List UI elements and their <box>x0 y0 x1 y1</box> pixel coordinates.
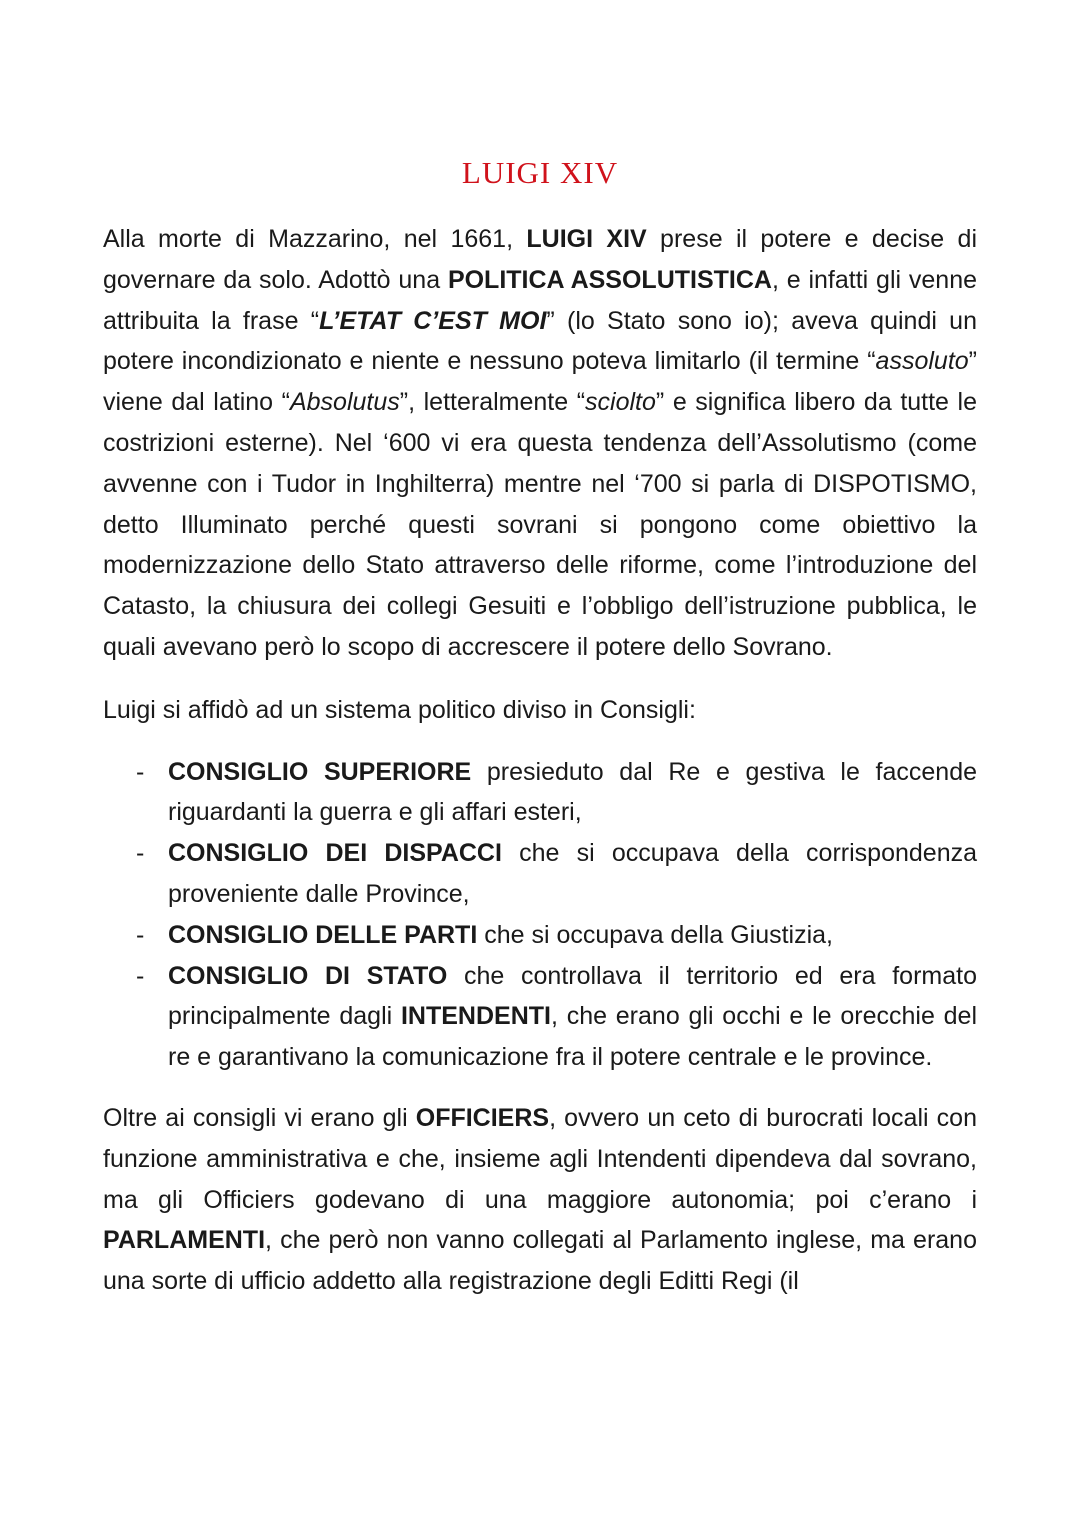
paragraph-officiers-parlamenti <box>103 1098 977 1302</box>
text-run: ”, letteralmente “ <box>399 388 586 417</box>
bold-term-politica-assolutistica: POLITICA ASSOLUTISTICA <box>447 265 772 294</box>
list-item-consiglio-superiore <box>103 752 977 834</box>
quote-letat-cest-moi: L’ETAT C’EST MOI <box>319 306 547 335</box>
bold-term-luigi-xiv: LUIGI XIV <box>526 225 647 253</box>
italic-term-sciolto: sciolto <box>585 388 656 417</box>
council-description: , che erano gli occhi e le orecchie del re e garantivano la comunicazione fra il potere centrale e le province. <box>168 1002 977 1072</box>
council-description: che si occupava della Giustizia, <box>477 920 834 949</box>
council-name: CONSIGLIO SUPERIORE <box>168 757 472 786</box>
text-run: ” (lo Stato sono io); aveva quindi un potere incondizionato e niente e nessuno poteva limitarlo (il termine “ <box>103 306 977 376</box>
document-body <box>103 219 977 1302</box>
text-run: prese il potere e decise di governare da solo. Adottò una <box>103 225 977 294</box>
text-run: Oltre ai consigli vi erano gli <box>103 1103 416 1132</box>
list-item-consiglio-di-stato <box>103 956 977 1078</box>
text-run: , che però non vanno collegati al Parlamento inglese, ma erano una sorte di ufficio addetto alla registrazione degli Editti Regi (il <box>103 1226 977 1296</box>
bold-term-officiers: OFFICIERS <box>415 1103 550 1132</box>
list-item-consiglio-dei-dispacci <box>103 833 977 915</box>
paragraph-councils-intro: Luigi si affidò ad un sistema politico diviso in Consigli: <box>103 695 696 724</box>
councils-list <box>103 752 977 1078</box>
italic-term-assoluto: assoluto <box>875 347 969 376</box>
text-run: , e infatti gli venne attribuita la frase “ <box>103 265 978 335</box>
paragraph-absolutism <box>103 219 977 668</box>
council-description: che controllava il territorio ed era formato principalmente dagli <box>168 961 977 1031</box>
list-dash: - <box>136 961 145 990</box>
text-run: , ovvero un ceto di burocrati locali con funzione amministrativa e che, insieme agli Intendenti dipendeva dal sovrano, ma gli Officiers godevano di una maggiore autonomia; poi c’erano i <box>103 1103 977 1214</box>
bold-term-parlamenti: PARLAMENTI <box>103 1226 266 1255</box>
council-name: CONSIGLIO DEI DISPACCI <box>168 839 502 868</box>
list-dash: - <box>136 839 145 868</box>
council-description: presieduto dal Re e gestiva le faccende riguardanti la guerra e gli affari esteri, <box>168 757 978 827</box>
list-dash: - <box>136 757 145 786</box>
text-run: Alla morte di Mazzarino, nel 1661, <box>103 225 527 253</box>
italic-term-absolutus: Absolutus <box>289 388 400 417</box>
list-item-consiglio-delle-parti <box>103 915 977 956</box>
council-name: CONSIGLIO DELLE PARTI <box>168 920 478 949</box>
page-title: LUIGI XIV <box>461 155 619 190</box>
council-description: che si occupava della corrispondenza proveniente dalle Province, <box>168 839 977 908</box>
list-dash: - <box>136 920 145 949</box>
text-run: ” e significa libero da tutte le costrizioni esterne). Nel ‘600 vi era questa tendenza dell’Assolutismo (come avvenne con i Tudor in Inghilterra) mentre nel ‘700 si parla di DISPOTISMO, detto Illuminato perché questi sovrani si pongono come obiettivo la modernizzazione dello Stato attraverso delle riforme, come l’introduzione del Catasto, la chiusura dei collegi Gesuiti e l’obbligo dell’istruzione pubblica, le quali avevano però lo scopo di accrescere il potere dello Sovrano. <box>103 388 978 661</box>
bold-term-intendenti: INTENDENTI <box>400 1002 551 1031</box>
text-run: ” viene dal latino “ <box>103 347 977 417</box>
council-name: CONSIGLIO DI STATO <box>168 961 448 990</box>
